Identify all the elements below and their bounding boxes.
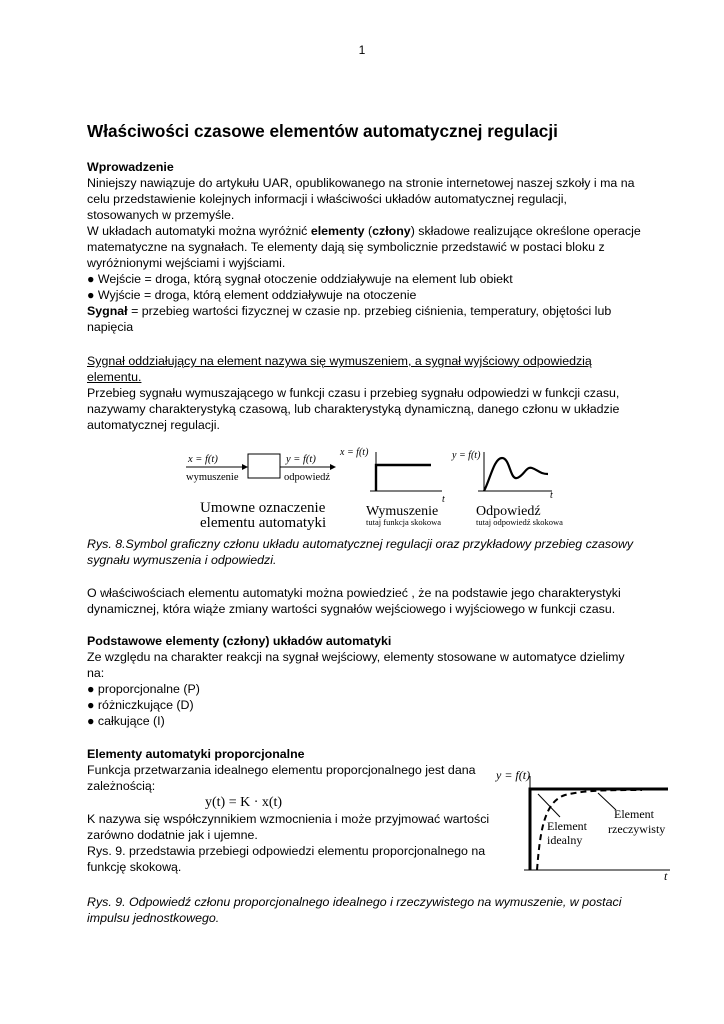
svg-text:x = f(t): x = f(t) [340,447,369,458]
svg-text:t: t [442,494,445,505]
intro-line-2: celu przedstawienie kolejnych informacji i właściwości układów automatycznej regulacji, [87,192,568,206]
odpowiedz-title: Odpowiedź [476,504,541,519]
page-number: 1 [358,43,366,57]
odpowiedz-label: odpowiedź [284,472,331,483]
intro-line-10: napięcia [87,320,134,334]
svg-text:rzeczywisty: rzeczywisty [608,822,666,836]
proportional-line-6: funkcję skokową. [87,860,182,874]
svg-text:tutaj funkcja skokowa: tutaj funkcja skokowa [366,517,442,527]
intro-heading: Wprowadzenie [87,160,174,174]
signal-line-3: automatycznej regulacji. [87,418,220,432]
svg-text:Element: Element [547,819,587,833]
intro-line-5: matematyczne na sygnałach. Te elementy dają się symbolicznie przedstawić w postaci bloku z [87,240,605,254]
bullet-differential: ● różniczkujące (D) [87,698,194,712]
svg-text:y = f(t): y = f(t) [452,450,481,461]
t-axis-label: t [664,869,668,880]
signal-definition: Sygnał = przebieg wartości fizycznej w czasie np. przebieg ciśnienia, temperatury, objętości lub [87,304,612,318]
intro-line-6: wyróżnionymi wejściami i wyjściami. [87,256,286,270]
block-caption-1: Umowne oznaczenie [200,500,326,516]
proportional-heading: Elementy automatyki proporcjonalne [87,747,305,761]
svg-text:t: t [550,490,553,501]
figure-9-caption-2: impulsu jednostkowego. [87,911,220,925]
figure-9 [490,762,690,880]
props-line-2: dynamicznej, która wiąże zmiany wartości sygnałów wejściowego i wyjściowego w funkcji czasu. [87,602,616,616]
term-sygnal: Sygnał [87,304,128,318]
figure-8 [180,440,600,532]
svg-text:idealny: idealny [547,833,583,847]
svg-text:tutaj odpowiedź skokowa: tutaj odpowiedź skokowa [476,517,563,527]
block-diagram [186,454,336,531]
step-response-graph [451,450,563,527]
term-elementy: elementy [310,224,365,238]
intro-line-3: stosowanych w przemyśle. [87,208,235,222]
wymuszenie-label: wymuszenie [186,472,239,483]
formula: y(t) = K · x(t) [205,795,283,810]
element-block [248,454,280,478]
figure-8-caption-1: Rys. 8.Symbol graficzny członu układu automatycznej regulacji oraz przykładowy przebieg czasowy [87,537,634,551]
signal-underlined-1: Sygnał oddziałujący na element nazywa się wymuszeniem, a sygnał wyjściowy odpowiedzią [87,354,592,368]
step-input-graph [339,447,445,527]
basic-line-1: Ze względu na charakter reakcji na sygnał wejściowy, elementy stosowane w automatyce dzielimy [87,650,625,664]
intro-line-4: W układach automatyki można wyróżnić elementy (człony) składowe realizujące określone operacje [87,224,641,238]
page-title: Właściwości czasowe elementów automatycznej regulacji [87,121,558,141]
signal-line-2: nazywamy charakterystyką czasową, lub charakterystyką dynamiczną, danego członu w układzie [87,402,620,416]
bullet-output: ● Wyjście = droga, którą element oddziaływuje na otoczenie [87,288,417,302]
bullet-proportional: ● proporcjonalne (P) [87,682,200,696]
figure-9-caption-1: Rys. 9. Odpowiedź członu proporcjonalnego idealnego i rzeczywistego na wymuszenie, w postaci [87,895,622,909]
proportional-line-4: zarówno dodatnie jak i ujemne. [87,828,258,842]
bullet-input: ● Wejście = droga, którą sygnał otoczenie oddziaływuje na element lub obiekt [87,272,513,286]
svg-text:Element: Element [614,807,654,821]
proportional-line-5: Rys. 9. przedstawia przebiegi odpowiedzi elementu proporcjonalnego na [87,844,486,858]
basic-line-2: na: [87,666,105,680]
input-label: x = f(t) [188,454,218,465]
output-label: y = f(t) [286,454,316,465]
proportional-line-3: K nazywa się współczynnikiem wzmocnienia i może przyjmować wartości [87,812,490,826]
bullet-integral: ● całkujące (I) [87,714,165,728]
intro-line-1: Niniejszy nawiązuje do artykułu UAR, opublikowanego na stronie internetowej naszej szkoły i ma na [87,176,635,190]
basic-heading: Podstawowe elementy (człony) układów automatyki [87,634,392,648]
wymuszenie-title: Wymuszenie [366,504,439,519]
proportional-line-2: zależnością: [87,779,156,793]
term-czlony: człony [372,224,411,238]
signal-line-1: Przebieg sygnału wymuszającego w funkcji czasu i przebieg sygnału odpowiedzi w funkcji czasu, [87,386,620,400]
figure-8-caption-2: sygnału wymuszenia i odpowiedzi. [87,553,277,567]
block-caption-2: elementu automatyki [200,515,327,531]
signal-underlined-2: elementu. [87,370,142,384]
y-axis-label: y = f(t) [496,768,531,782]
props-line-1: O właściwościach elementu automatyki można powiedzieć , że na podstawie jego charakterystyki [87,586,621,600]
proportional-line-1: Funkcja przetwarzania idealnego elementu proporcjonalnego jest dana [87,763,476,777]
